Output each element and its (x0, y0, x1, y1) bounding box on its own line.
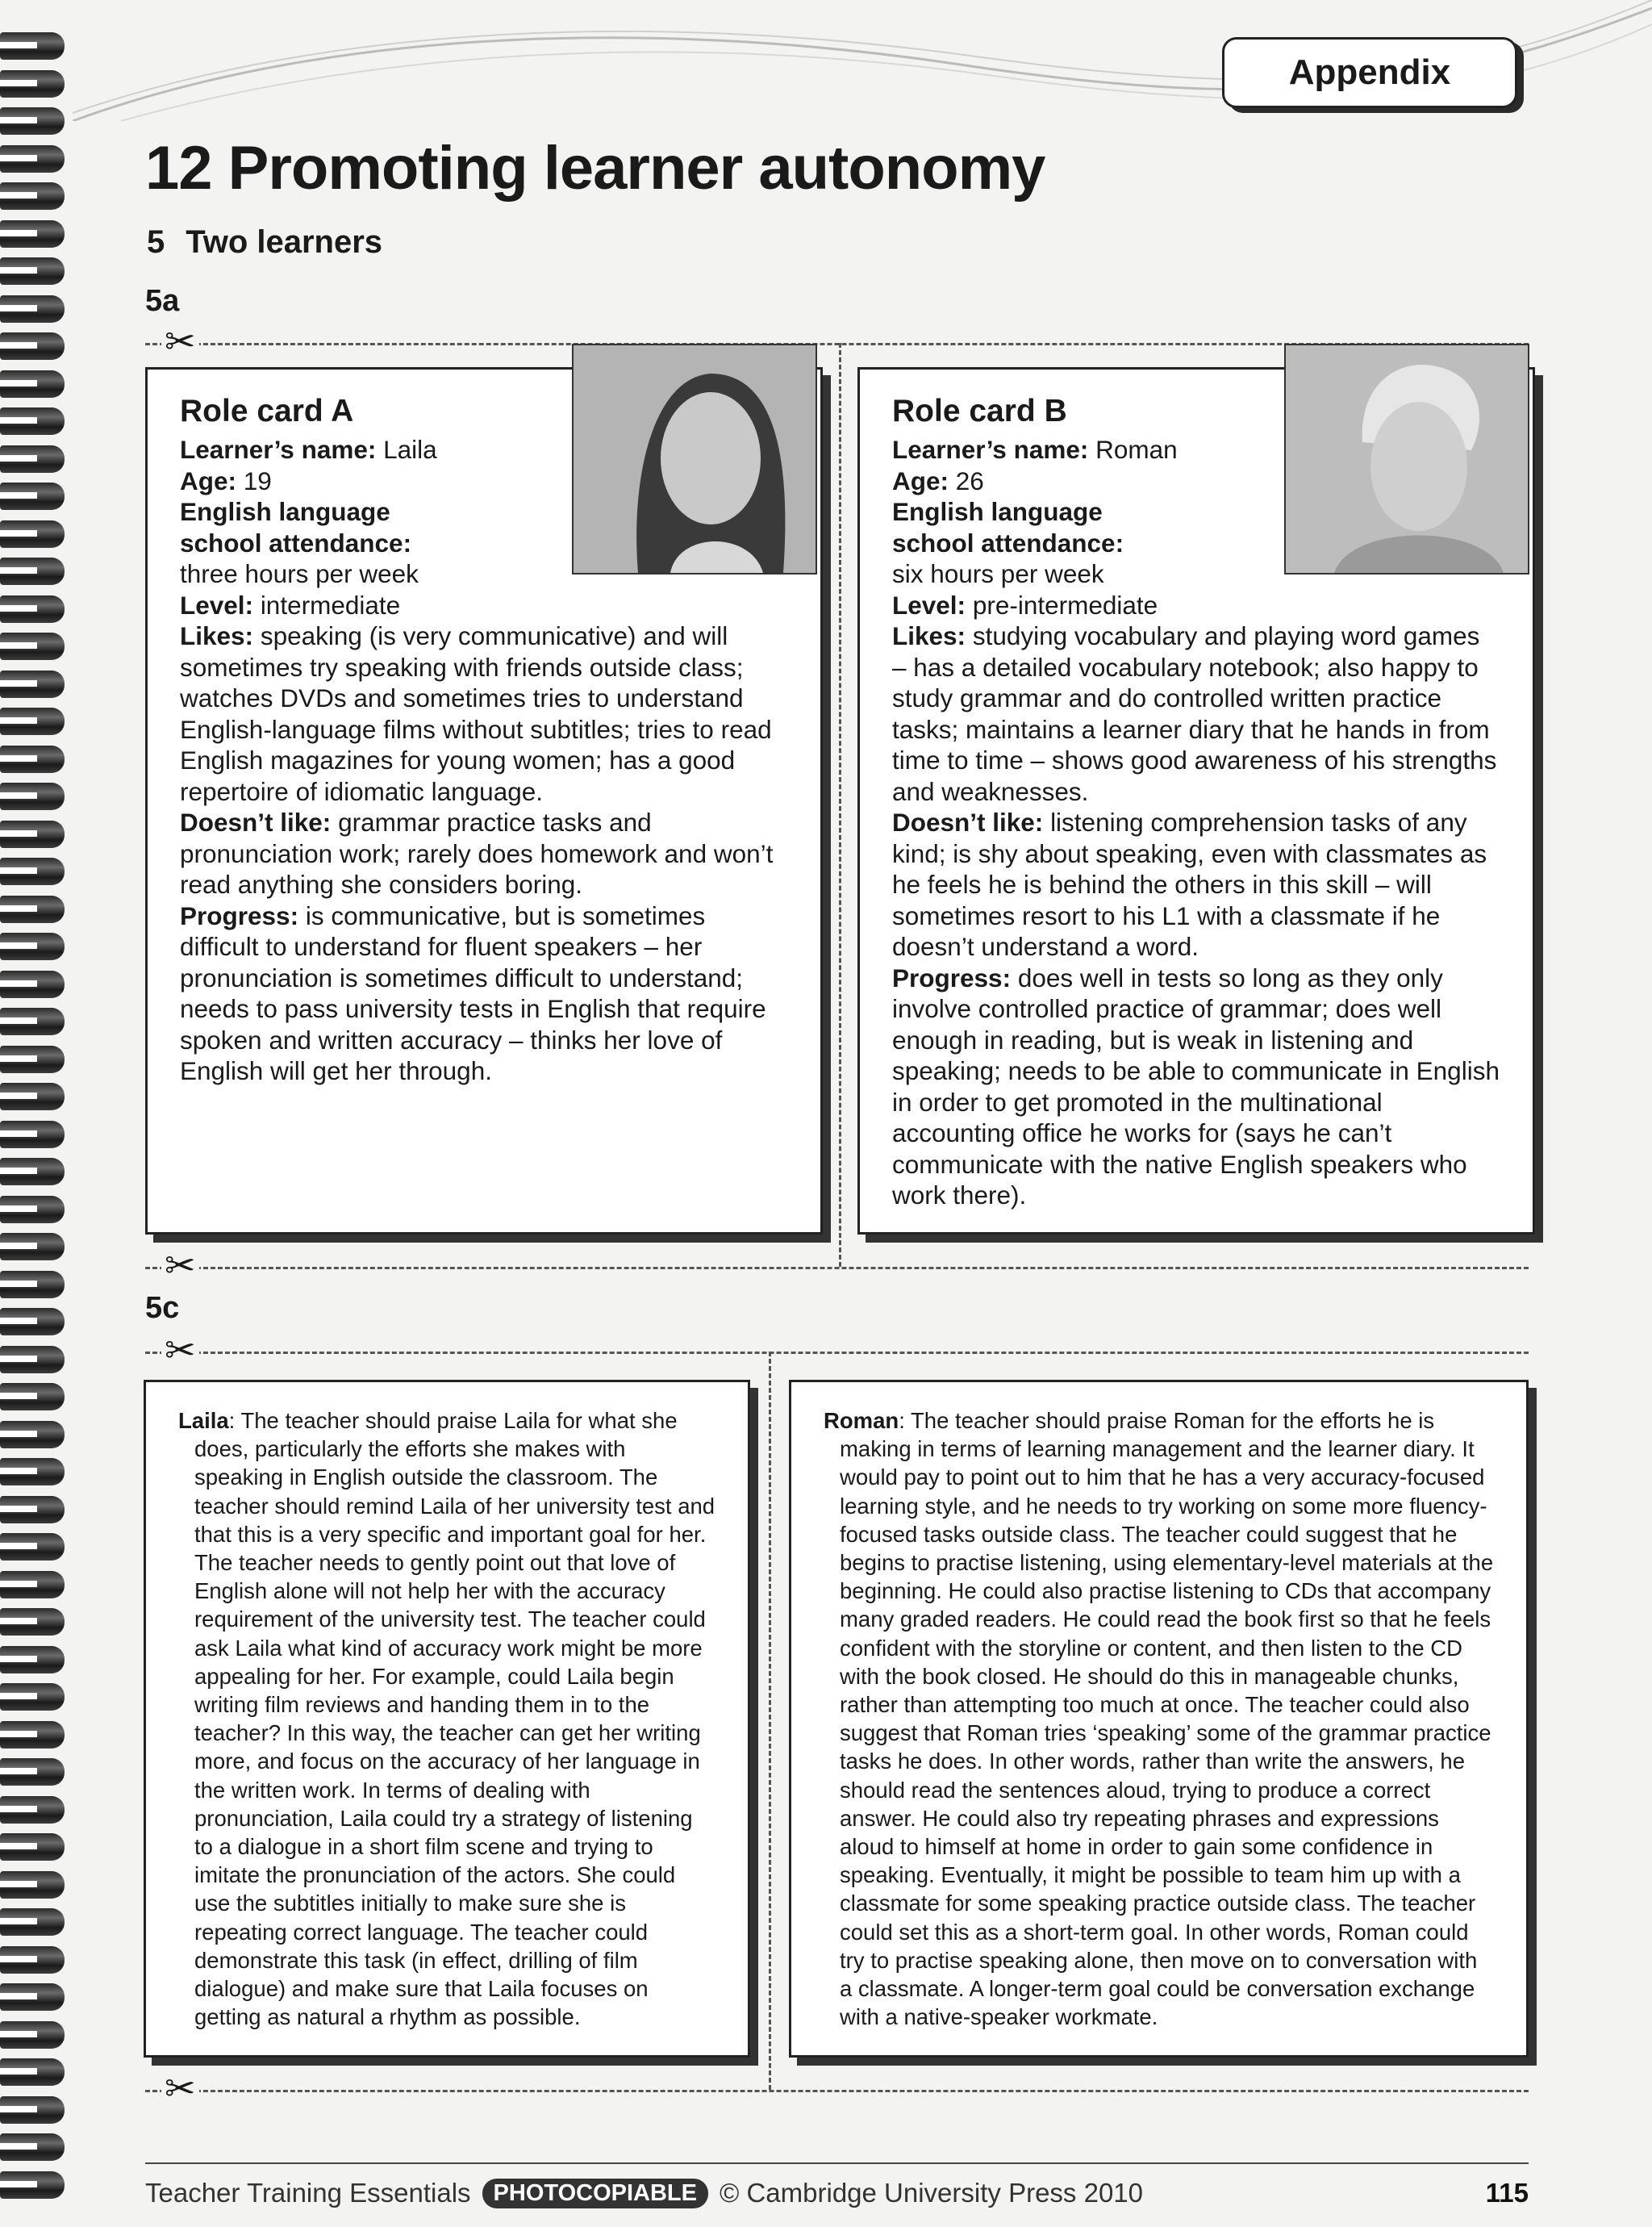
binding-ring (0, 1871, 65, 1899)
level-value: pre-intermediate (972, 590, 1158, 620)
footer (145, 2173, 1529, 2213)
binding-ring (0, 1271, 65, 1298)
subtitle-text: Two learners (186, 224, 383, 260)
level-value: intermediate (260, 590, 401, 620)
attendance-value: six hours per week (892, 559, 1104, 588)
binding-ring (0, 332, 65, 360)
cut-line-vertical (769, 1352, 771, 2090)
learner-name: Laila (383, 435, 437, 464)
binding-ring (0, 671, 65, 698)
binding-ring (0, 1646, 65, 1673)
page-number: 115 (1485, 2178, 1529, 2208)
feedback-card-laila (144, 1380, 750, 2058)
photocopiable-badge: PHOTOCOPIABLE (482, 2179, 708, 2208)
binding-ring (0, 445, 65, 473)
binding-ring (0, 821, 65, 848)
binding-ring (0, 1008, 65, 1035)
section-label-5a: 5a (145, 284, 180, 318)
role-card-b (857, 367, 1535, 1235)
binding-ring (0, 70, 65, 98)
feedback-roman-text (824, 1406, 1494, 2031)
name-label: Learner’s name: (180, 435, 377, 464)
dislikes-text: listening comprehension tasks of any kind; is shy about speaking, even with classmates as he feels he is behind the others in this skill – will sometimes resort to his L1 with a classmate if he doesn’t understand a word. (892, 808, 1487, 961)
binding-ring (0, 1683, 65, 1711)
role-card-a-heading: Role card A (180, 394, 354, 428)
binding-ring (0, 1383, 65, 1410)
binding-ring (0, 370, 65, 398)
feedback-name: Roman (824, 1408, 899, 1433)
progress-label: Progress: (180, 900, 299, 930)
progress-label: Progress: (892, 963, 1012, 992)
learner-age: 19 (243, 466, 272, 495)
attendance-label: school attendance: (180, 528, 412, 558)
appendix-tab: Appendix (1222, 37, 1517, 108)
name-label: Learner’s name: (892, 435, 1089, 464)
binding-ring (0, 1608, 65, 1636)
attendance-value: three hours per week (180, 559, 419, 588)
binding-ring (0, 1196, 65, 1223)
learner-photo-roman (1284, 344, 1529, 575)
likes-label: Likes: (180, 621, 254, 650)
binding-ring (0, 1083, 65, 1110)
binding-ring (0, 1983, 65, 2011)
copyright: © Cambridge University Press 2010 (719, 2178, 1144, 2208)
learner-age: 26 (955, 466, 984, 495)
binding-ring (0, 1121, 65, 1148)
binding-ring (0, 633, 65, 660)
binding-ring (0, 520, 65, 548)
binding-ring (0, 145, 65, 173)
scissors-icon: ✂ (161, 2070, 199, 2107)
binding-ring (0, 407, 65, 435)
binding-ring (0, 1908, 65, 1936)
cut-line-vertical (839, 343, 841, 1267)
binding-ring (0, 1458, 65, 1485)
binding-ring (0, 1233, 65, 1260)
level-label: Level: (892, 590, 966, 620)
binding-ring (0, 1796, 65, 1824)
binding-ring (0, 220, 65, 248)
binding-ring (0, 2058, 65, 2086)
page-title: 12 Promoting learner autonomy (145, 134, 1045, 203)
feedback-body: : The teacher should praise Laila for what she does, particularly the efforts she makes with speaking in English outside the classroom. The teacher should remind Laila of her university test and that this is a very specific and important goal for her. The teacher needs to gently point out that love of English alone will not help her with the accuracy requirement of the university test. The teacher could ask Laila what kind of accuracy work might be more appealing for her. For example, could Laila begin writing film reviews and handing them in to the teacher? In this way, the teacher can get her writing more, and focus on the accuracy of her language in the written work. In terms of dealing with pronunciation, Laila could try a strategy of listening to a dialogue in a short film scene and trying to imitate the pronunciation of the actors. She could use the subtitles initially to make sure she is repeating correct language. The teacher could demonstrate this task (in effect, drilling of film dialogue) and make sure that Laila focuses on getting as natural a rhythm as possible. (194, 1408, 715, 2030)
dislikes-label: Doesn’t like: (180, 808, 332, 837)
binding-ring (0, 896, 65, 923)
dislikes-text: grammar practice tasks and pronunciation work; rarely does homework and won’t read anything she considers boring. (180, 808, 774, 899)
subtitle-number: 5 (147, 224, 165, 260)
footer-rule (145, 2162, 1529, 2164)
feedback-body: : The teacher should praise Roman for the efforts he is making in terms of learning management and the learner diary. It would pay to point out to him that he has a very accuracy-focused learning style, and he needs to try working on some more fluency-focused tasks outside class. The teacher could suggest that he begins to practise listening, using elementary-level materials at the beginning. He could also practise listening to CDs that accompany many graded readers. He could read the book first so that he feels confident with the storyline or content, and then listen to the CD with the book closed. He should do this in manageable chunks, rather than attempting too much at once. The teacher could also suggest that Roman tries ‘speaking’ some of the grammar practice tasks he does. In other words, rather than write the answers, he should read the sentences aloud, trying to produce a correct answer. He could also try repeating phrases and expressions aloud to himself at home in order to gain some confidence in speaking. Eventually, it might be possible to team him up with a classmate for some speaking practice outside class. The teacher could set this as a short-term goal. In other words, Roman could try to practise speaking alone, then move on to conversation with a classmate. A longer-term goal could be conversation exchange with a native-speaker workmate. (840, 1408, 1494, 2030)
role-card-b-heading: Role card B (892, 394, 1067, 428)
binding-ring (0, 1571, 65, 1598)
binding-ring (0, 1046, 65, 1073)
feedback-card-roman (789, 1380, 1529, 2058)
feedback-name: Laila (178, 1408, 229, 1433)
binding-ring (0, 1833, 65, 1861)
binding-ring (0, 1758, 65, 1786)
feedback-laila-text (178, 1406, 715, 2031)
binding-ring (0, 2133, 65, 2161)
binding-ring (0, 1158, 65, 1185)
binding-ring (0, 558, 65, 585)
binding-ring (0, 595, 65, 623)
section-label-5c: 5c (145, 1291, 180, 1325)
likes-label: Likes: (892, 621, 966, 650)
binding-ring (0, 746, 65, 773)
portrait-image (574, 345, 816, 573)
binding-ring (0, 2096, 65, 2124)
learner-photo-laila (572, 344, 817, 575)
binding-ring (0, 1496, 65, 1523)
spiral-binding (0, 32, 68, 2211)
level-label: Level: (180, 590, 254, 620)
book-title: Teacher Training Essentials (145, 2178, 471, 2208)
cut-line-top (145, 1352, 1529, 1354)
learner-name: Roman (1095, 435, 1178, 464)
portrait-image (1286, 345, 1528, 573)
binding-ring (0, 1946, 65, 1974)
dislikes-label: Doesn’t like: (892, 808, 1044, 837)
binding-ring (0, 1421, 65, 1448)
age-label: Age: (180, 466, 236, 495)
attendance-label: English language (180, 497, 390, 526)
binding-ring (0, 182, 65, 210)
binding-ring (0, 107, 65, 135)
section-subtitle (147, 224, 382, 261)
progress-text: does well in tests so long as they only involve controlled practice of grammar; does well enough in reading, but is weak in listening and speaking; needs to be able to communicate in English in order to get promoted in the multinational accounting office he works for (says he can’t communicate with the native English speakers who work there). (892, 963, 1500, 1210)
role-card-a (145, 367, 823, 1235)
scissors-icon: ✂ (161, 323, 199, 360)
binding-ring (0, 1346, 65, 1373)
binding-ring (0, 2021, 65, 2049)
binding-ring (0, 708, 65, 735)
likes-text: speaking (is very communicative) and will sometimes try speaking with friends outside class; watches DVDs and sometimes tries to understand English-language films without subtitles; tries to read English magazines for young women; has a good repertoire of idiomatic language. (180, 621, 772, 806)
attendance-label: school attendance: (892, 528, 1124, 558)
binding-ring (0, 1533, 65, 1561)
binding-ring (0, 2171, 65, 2199)
progress-text: is communicative, but is sometimes difficult to understand for fluent speakers – her pronunciation is sometimes difficult to understand; needs to pass university tests in English that require spoken and written accuracy – thinks her love of English will get her through. (180, 900, 766, 1085)
binding-ring (0, 971, 65, 998)
cut-line-bottom (145, 2090, 1529, 2092)
cut-line-middle (145, 1267, 1529, 1269)
binding-ring (0, 858, 65, 885)
scissors-icon: ✂ (161, 1247, 199, 1284)
attendance-label: English language (892, 497, 1103, 526)
binding-ring (0, 257, 65, 285)
binding-ring (0, 1721, 65, 1749)
likes-text: studying vocabulary and playing word games – has a detailed vocabulary notebook; also happy to study grammar and do controlled written practice tasks; maintains a learner diary that he hands in from time to time – shows good awareness of his strengths and weaknesses. (892, 621, 1497, 806)
binding-ring (0, 933, 65, 960)
binding-ring (0, 1308, 65, 1335)
binding-ring (0, 783, 65, 810)
binding-ring (0, 32, 65, 60)
scissors-icon: ✂ (161, 1331, 199, 1368)
binding-ring (0, 483, 65, 510)
age-label: Age: (892, 466, 949, 495)
binding-ring (0, 295, 65, 323)
